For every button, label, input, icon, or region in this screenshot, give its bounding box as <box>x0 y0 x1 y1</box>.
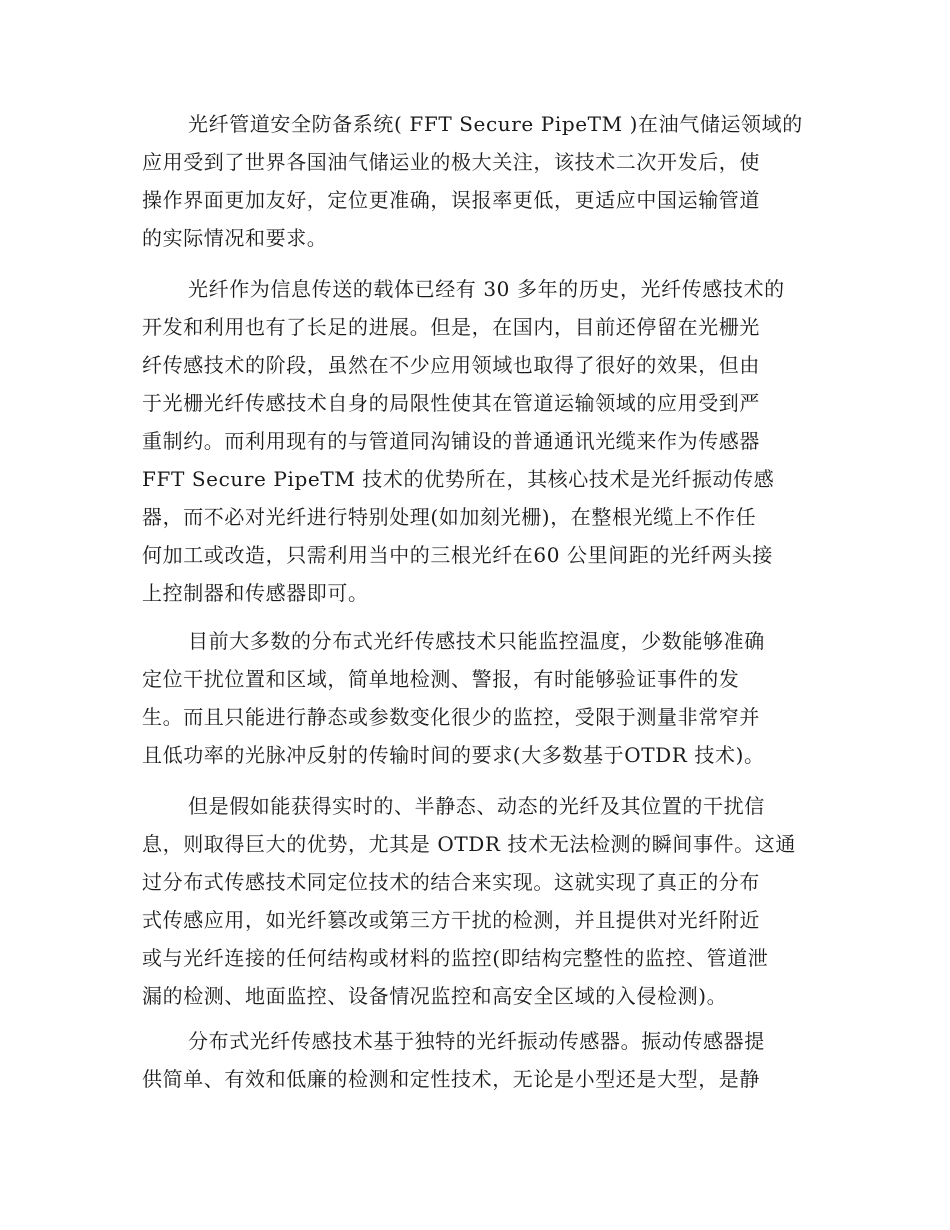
text-line: FFT Secure PipeTM 技术的优势所在，其核心技术是光纤振动传感 <box>142 467 775 491</box>
text-line: 光纤作为信息传送的载体已经有 30 多年的历史，光纤传感技术的 <box>188 277 785 301</box>
text-line: 器，而不必对光纤进行特别处理(如加刻光栅)，在整根光缆上不作任 <box>142 505 757 529</box>
text-line: 何加工或改造，只需利用当中的三根光纤在60 公里间距的光纤两头接 <box>142 543 774 567</box>
text-line: 纤传感技术的阶段，虽然在不少应用领域也取得了很好的效果，但由 <box>142 353 760 377</box>
text-line: 应用受到了世界各国油气储运业的极大关注，该技术二次开发后，使 <box>142 150 760 174</box>
text-line: 操作界面更加友好，定位更准确，误报率更低，更适应中国运输管道 <box>142 188 760 212</box>
text-line: 生。而且只能进行静态或参数变化很少的监控，受限于测量非常窄并 <box>142 705 760 729</box>
text-line: 重制约。而利用现有的与管道同沟铺设的普通通讯光缆来作为传感器 <box>142 429 760 453</box>
text-line: 目前大多数的分布式光纤传感技术只能监控温度，少数能够准确 <box>188 629 765 653</box>
text-line: 分布式光纤传感技术基于独特的光纤振动传感器。振动传感器提 <box>188 1029 765 1053</box>
text-line: 式传感应用，如光纤篡改或第三方干扰的检测，并且提供对光纤附近 <box>142 908 760 932</box>
text-line: 于光栅光纤传感技术自身的局限性使其在管道运输领域的应用受到严 <box>142 391 760 415</box>
text-line: 定位干扰位置和区域，简单地检测、警报，有时能够验证事件的发 <box>142 667 740 691</box>
text-line: 过分布式传感技术同定位技术的结合来实现。这就实现了真正的分布 <box>142 870 760 894</box>
text-line: 息，则取得巨大的优势，尤其是 OTDR 技术无法检测的瞬间事件。这通 <box>142 832 796 856</box>
text-line: 但是假如能获得实时的、半静态、动态的光纤及其位置的干扰信 <box>188 794 765 818</box>
paragraph-1 <box>142 105 822 257</box>
paragraph-3 <box>142 622 822 774</box>
paragraph-4 <box>142 787 822 1015</box>
text-line: 光纤管道安全防备系统( FFT Secure PipeTM )在油气储运领域的 <box>188 112 803 136</box>
paragraph-2 <box>142 270 822 612</box>
text-line: 漏的检测、地面监控、设备情况监控和高安全区域的入侵检测)。 <box>142 984 728 1008</box>
text-line: 的实际情况和要求。 <box>142 226 328 250</box>
paragraph-5 <box>142 1022 822 1098</box>
text-line: 供简单、有效和低廉的检测和定性技术，无论是小型还是大型，是静 <box>142 1067 760 1091</box>
text-line: 或与光纤连接的任何结构或材料的监控(即结构完整性的监控、管道泄 <box>142 946 769 970</box>
text-line: 开发和利用也有了长足的进展。但是，在国内，目前还停留在光栅光 <box>142 315 760 339</box>
text-line: 上控制器和传感器即可。 <box>142 581 369 605</box>
text-line: 且低功率的光脉冲反射的传输时间的要求(大多数基于OTDR 技术)。 <box>142 743 765 767</box>
